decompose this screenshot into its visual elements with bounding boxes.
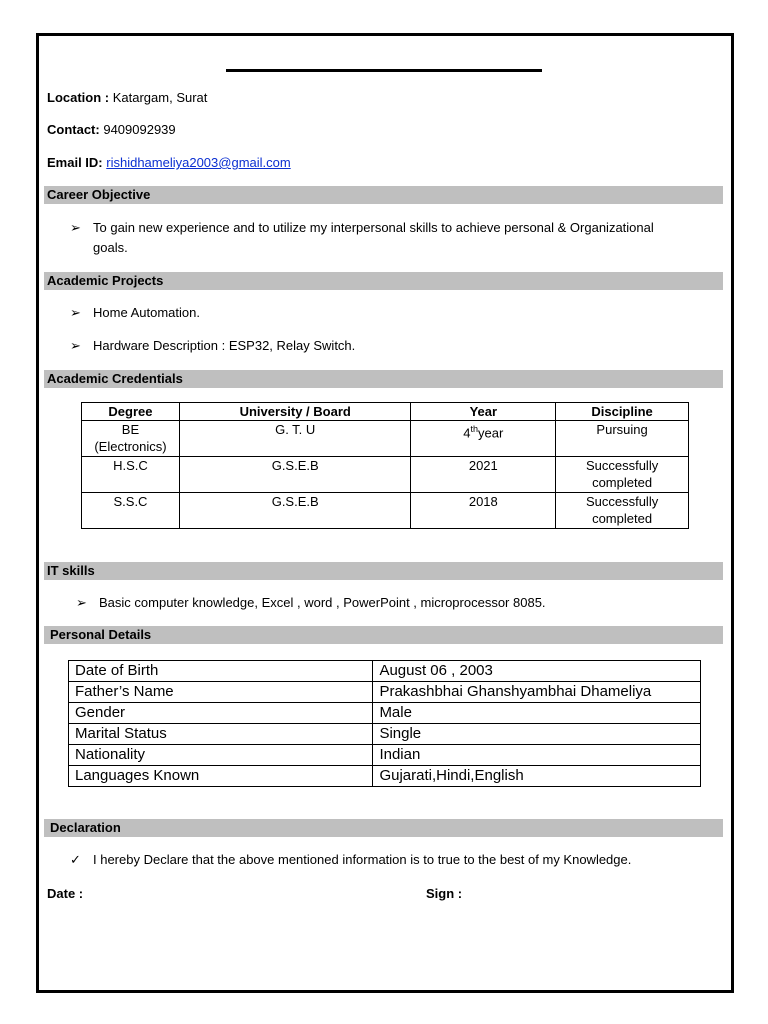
career-objective-text-line2: goals. — [93, 240, 128, 255]
email-label: Email ID: — [47, 155, 103, 170]
declaration-bullet — [70, 850, 720, 870]
email-row — [47, 155, 291, 170]
table-row — [69, 745, 701, 766]
detail-value: August 06 , 2003 — [373, 661, 701, 682]
column-header-university: University / Board — [179, 403, 411, 421]
section-heading-academic-credentials: Academic Credentials — [44, 370, 723, 388]
degree-line1: BE — [121, 422, 140, 437]
discipline-line1: Successfully — [585, 494, 659, 509]
it-skills-text: Basic computer knowledge, Excel , word , PowerPoint , microprocessor 8085. — [99, 595, 546, 610]
degree-cell — [82, 421, 180, 457]
table-row — [69, 766, 701, 787]
year-number: 4 — [463, 425, 471, 441]
section-heading-declaration: Declaration — [44, 819, 723, 837]
career-objective-bullet — [70, 218, 720, 260]
year-cell: 2018 — [411, 493, 556, 529]
table-row — [82, 421, 689, 457]
section-heading-career-objective: Career Objective — [44, 186, 723, 204]
table-row — [82, 457, 689, 493]
degree-line2: (Electronics) — [94, 439, 167, 454]
table-row — [69, 724, 701, 745]
list-item — [70, 303, 670, 323]
discipline-cell — [556, 457, 689, 493]
contact-value: 9409092939 — [103, 122, 176, 137]
email-link[interactable]: rishidhameliya2003@gmail.com — [106, 155, 291, 170]
project-item: Home Automation. — [93, 305, 200, 320]
declaration-text: I hereby Declare that the above mentioned information is to true to the best of my Knowledge. — [93, 852, 632, 867]
section-heading-it-skills: IT skills — [44, 562, 723, 580]
detail-value: Indian — [373, 745, 701, 766]
academic-credentials-table — [81, 402, 689, 529]
discipline-line2: completed — [592, 511, 653, 526]
location-row — [47, 90, 207, 105]
location-label: Location : — [47, 90, 110, 105]
table-row — [69, 703, 701, 724]
personal-details-table — [68, 660, 701, 787]
location-value: Katargam, Surat — [112, 90, 208, 105]
career-objective-text-line1: To gain new experience and to utilize my interpersonal skills to achieve personal & Organizational — [93, 220, 654, 235]
check-icon: ✓ — [70, 852, 81, 867]
discipline-cell — [556, 493, 689, 529]
detail-value: Male — [373, 703, 701, 724]
column-header-year: Year — [411, 403, 556, 421]
arrow-bullet-icon: ➢ — [70, 338, 81, 353]
name-title-line — [226, 69, 542, 72]
detail-label: Nationality — [69, 745, 373, 766]
board-cell: G.S.E.B — [179, 493, 411, 529]
contact-label: Contact: — [47, 122, 100, 137]
list-item — [70, 336, 670, 356]
table-row — [69, 682, 701, 703]
detail-label: Gender — [69, 703, 373, 724]
detail-value: Single — [373, 724, 701, 745]
column-header-discipline: Discipline — [556, 403, 689, 421]
contact-row — [47, 122, 176, 137]
detail-value: Prakashbhai Ghanshyambhai Dhameliya — [373, 682, 701, 703]
section-heading-academic-projects: Academic Projects — [44, 272, 723, 290]
column-header-degree: Degree — [82, 403, 180, 421]
degree-cell: H.S.C — [82, 457, 180, 493]
detail-label: Marital Status — [69, 724, 373, 745]
table-row — [82, 493, 689, 529]
detail-label: Date of Birth — [69, 661, 373, 682]
section-heading-personal-details: Personal Details — [44, 626, 723, 644]
year-suffix: year — [478, 425, 504, 441]
table-header-row — [82, 403, 689, 421]
detail-label: Languages Known — [69, 766, 373, 787]
date-label: Date : — [47, 886, 84, 901]
discipline-line1: Successfully — [585, 458, 659, 473]
discipline-line2: completed — [592, 475, 653, 490]
table-row — [69, 661, 701, 682]
arrow-bullet-icon: ➢ — [70, 220, 81, 235]
board-cell: G.S.E.B — [179, 457, 411, 493]
discipline-cell — [556, 421, 689, 457]
year-cell — [411, 421, 556, 457]
board-cell: G. T. U — [179, 421, 411, 457]
detail-value: Gujarati,Hindi,English — [373, 766, 701, 787]
sign-label: Sign : — [426, 886, 463, 901]
arrow-bullet-icon: ➢ — [76, 595, 87, 610]
discipline-line1: Pursuing — [596, 422, 648, 437]
year-ordinal: th — [470, 424, 479, 434]
it-skills-bullet — [76, 593, 716, 613]
detail-label: Father’s Name — [69, 682, 373, 703]
year-cell: 2021 — [411, 457, 556, 493]
degree-cell: S.S.C — [82, 493, 180, 529]
project-item: Hardware Description : ESP32, Relay Switch. — [93, 338, 356, 353]
arrow-bullet-icon: ➢ — [70, 305, 81, 320]
